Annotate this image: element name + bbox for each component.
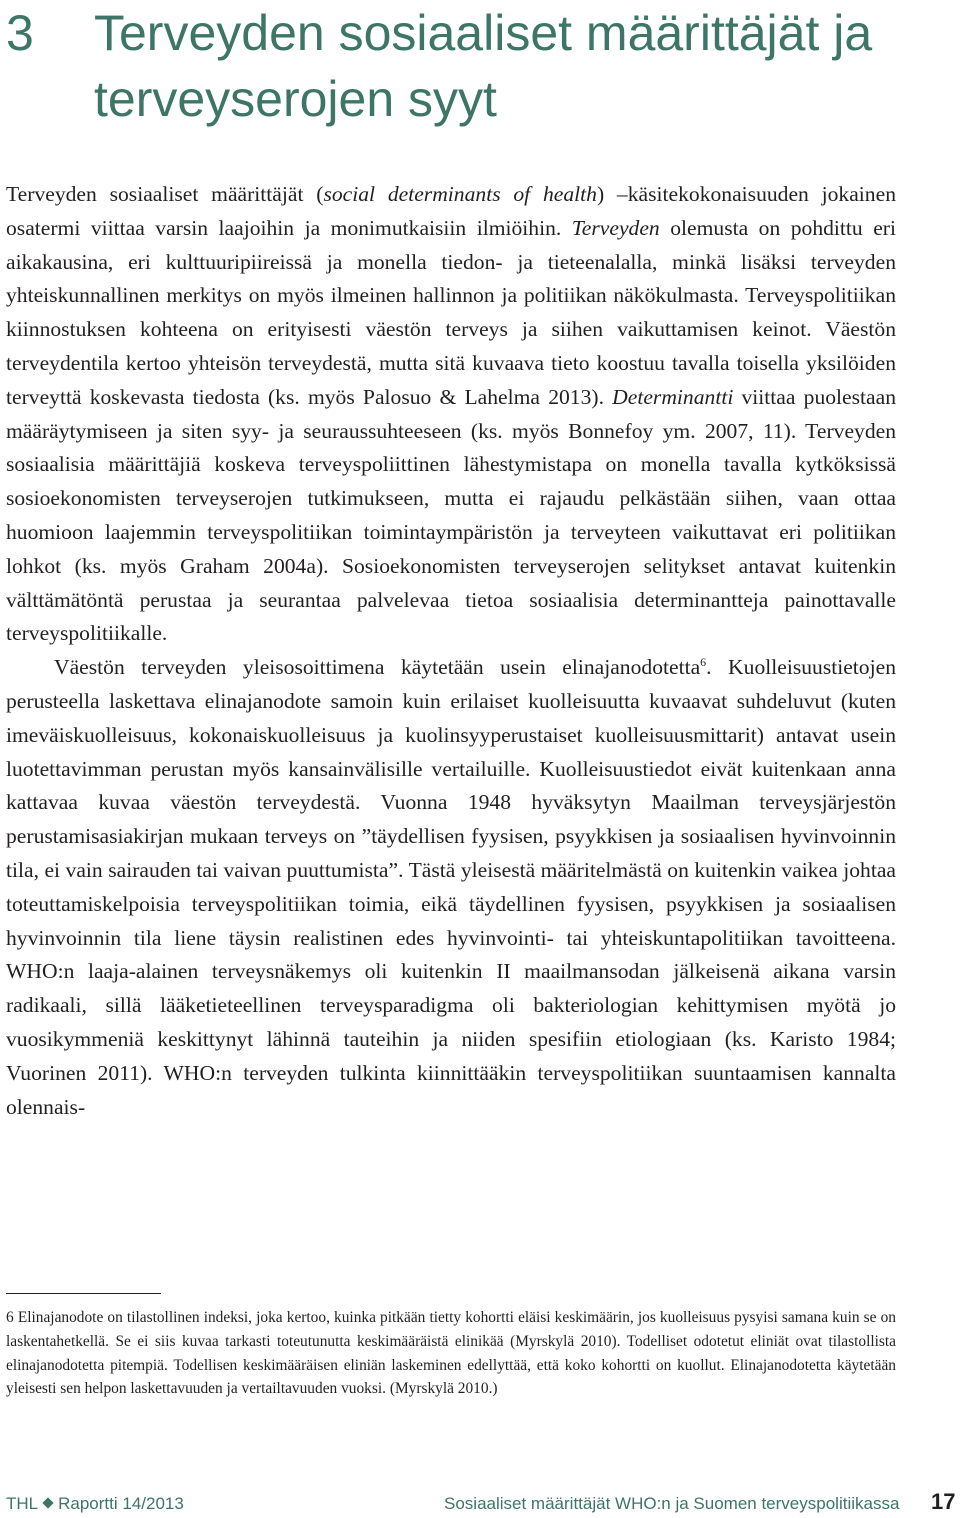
page-number: 17 xyxy=(931,1489,956,1514)
chapter-number: 3 xyxy=(6,5,34,61)
publisher: THL xyxy=(6,1494,39,1513)
p1-italic-determinantti: Determinantti xyxy=(612,384,734,409)
body-text xyxy=(6,178,896,1124)
report-id: Raportti 14/2013 xyxy=(58,1494,184,1513)
paragraph-1 xyxy=(6,178,896,651)
chapter-title: Terveyden sosiaaliset määrittäjät ja terveyserojen syyt xyxy=(94,5,873,127)
paragraph-2 xyxy=(6,651,896,1124)
footnote-ref: 6 xyxy=(700,654,707,669)
p2-text-a: Väestön terveyden yleisosoittimena käytetään usein elinajanodotetta xyxy=(54,655,701,680)
p1-italic-term: social determinants of health xyxy=(323,182,597,206)
p1-text-c: olemusta on pohdittu eri aikakausina, eri kulttuuripiireissä ja monella tiedon- ja tieteenalalla, minkä lisäksi terveyden yhteiskunnallinen merkitys on myös ilmeinen hallinnon ja politiikan näkökulmasta. Terveyspolitiikan kiinnostuksen kohteena on erityisesti väestön terveys ja siihen vaikuttamisen keinot. Väestön terveydentila kertoo yhteisön terveydestä, mutta sitä kuvaava tieto koostuu tavalla toisella yksilöiden terveyttä koskevasta tiedosta (ks. myös Palosuo & Lahelma 2013). xyxy=(6,215,896,409)
p1-text-b: ) –käsitekokonaisuuden jokainen osatermi viittaa varsin laajoihin ja monimutkaisiin ilmiöihin. xyxy=(6,182,896,240)
p1-italic-terveyden: Terveyden xyxy=(571,215,660,240)
diamond-icon xyxy=(42,1497,53,1508)
p1-text-d: viittaa puolestaan määräytymiseen ja siten syy- ja seuraussuhteeseen (ks. myös Bonnefoy ym. 2007, 11). Terveyden sosiaalisia määrittäjiä koskeva terveyspoliittinen lähestymistapa on monella tavalla kytköksissä sosioekonomisten terveyserojen tutkimukseen, mutta ei rajaudu pelkästään siihen, vaan ottaa huomioon laajemmin terveyspolitiikan toimintaympäristön ja terveyteen vaikuttavat eri politiikan lohkot (ks. myös Graham 2004a). Sosioekonomisten terveyserojen selitykset antavat kuitenkin välttämätöntä perustaa ja seurantaa palvelevaa tietoa sosiaalisia determinantteja painottavalle terveyspolitiikalle. xyxy=(6,384,896,646)
p2-text-b: . Kuolleisuustietojen perusteella laskettava elinajanodote samoin kuin erilaiset kuolleisuutta kuvaavat suhdeluvut (kuten imeväiskuolleisuus, kokonaiskuolleisuus ja kuolinsyyperustaiset kuolleisuusmittarit) antavat usein luotettavimman perustan myös kansainvälisille vertailuille. Kuolleisuustiedot eivät kuitenkaan anna kattavaa kuvaa väestön terveydestä. Vuonna 1948 hyväksytyn Maailman terveysjärjestön perustamisasiakirjan mukaan terveys on ”täydellisen fyysisen, psyykkisen ja sosiaalisen hyvinvoinnin tila, ei vain sairauden tai vaivan puuttumista”. Tästä yleisestä määritelmästä on kuitenkin vaikea johtaa toteuttamiskelpoisia terveyspolitiikan toimia, eikä täydellinen fyysisen, psyykkisen ja sosiaalisen hyvinvoinnin tila liene täysin realistinen edes hyvinvointi- tai yhteiskuntapolitiikan tavoitteena. WHO:n laaja-alainen terveysnäkemys oli kuitenkin II maailmansodan jälkeisenä aikana varsin radikaali, sillä lääketieteellinen terveysparadigma oli bakteriologian kehittymisen myötä jo vuosikymmeniä keskittynyt lähinnä tauteihin ja niiden spesifiin etiologiaan (ks. Karisto 1984; Vuorinen 2011). WHO:n terveyden tulkinta kiinnittääkin terveyspolitiikan suuntaamisen kannalta olennais- xyxy=(6,655,896,1119)
running-title: Sosiaaliset määrittäjät WHO:n ja Suomen terveyspolitiikassa xyxy=(444,1494,900,1513)
footnote-divider xyxy=(6,1293,161,1294)
page-footer xyxy=(6,1488,956,1518)
footnote: 6 Elinajanodote on tilastollinen indeksi, joka kertoo, kuinka pitkään tietty kohortti eläisi keskimäärin, jos kuolleisuus pysyisi samana kuin se on laskentahetkellä. Se ei siis kuvaa tarkasti toteutunutta keskimääräistä elinikää (Myrskylä 2010). Todelliset odotetut eliniät ovat tilastollista elinajanodotetta pitempiä. Todellisen keskimääräisen eliniän laskeminen edellyttää, että koko kohortti on kuollut. Elinajanodotetta käytetään yleisesti sen helpon laskettavuuden ja vertailtavuuden vuoksi. (Myrskylä 2010.) xyxy=(6,1309,896,1398)
footer-left xyxy=(6,1494,184,1514)
p1-text-a: Terveyden sosiaaliset määrittäjät ( xyxy=(6,182,324,206)
